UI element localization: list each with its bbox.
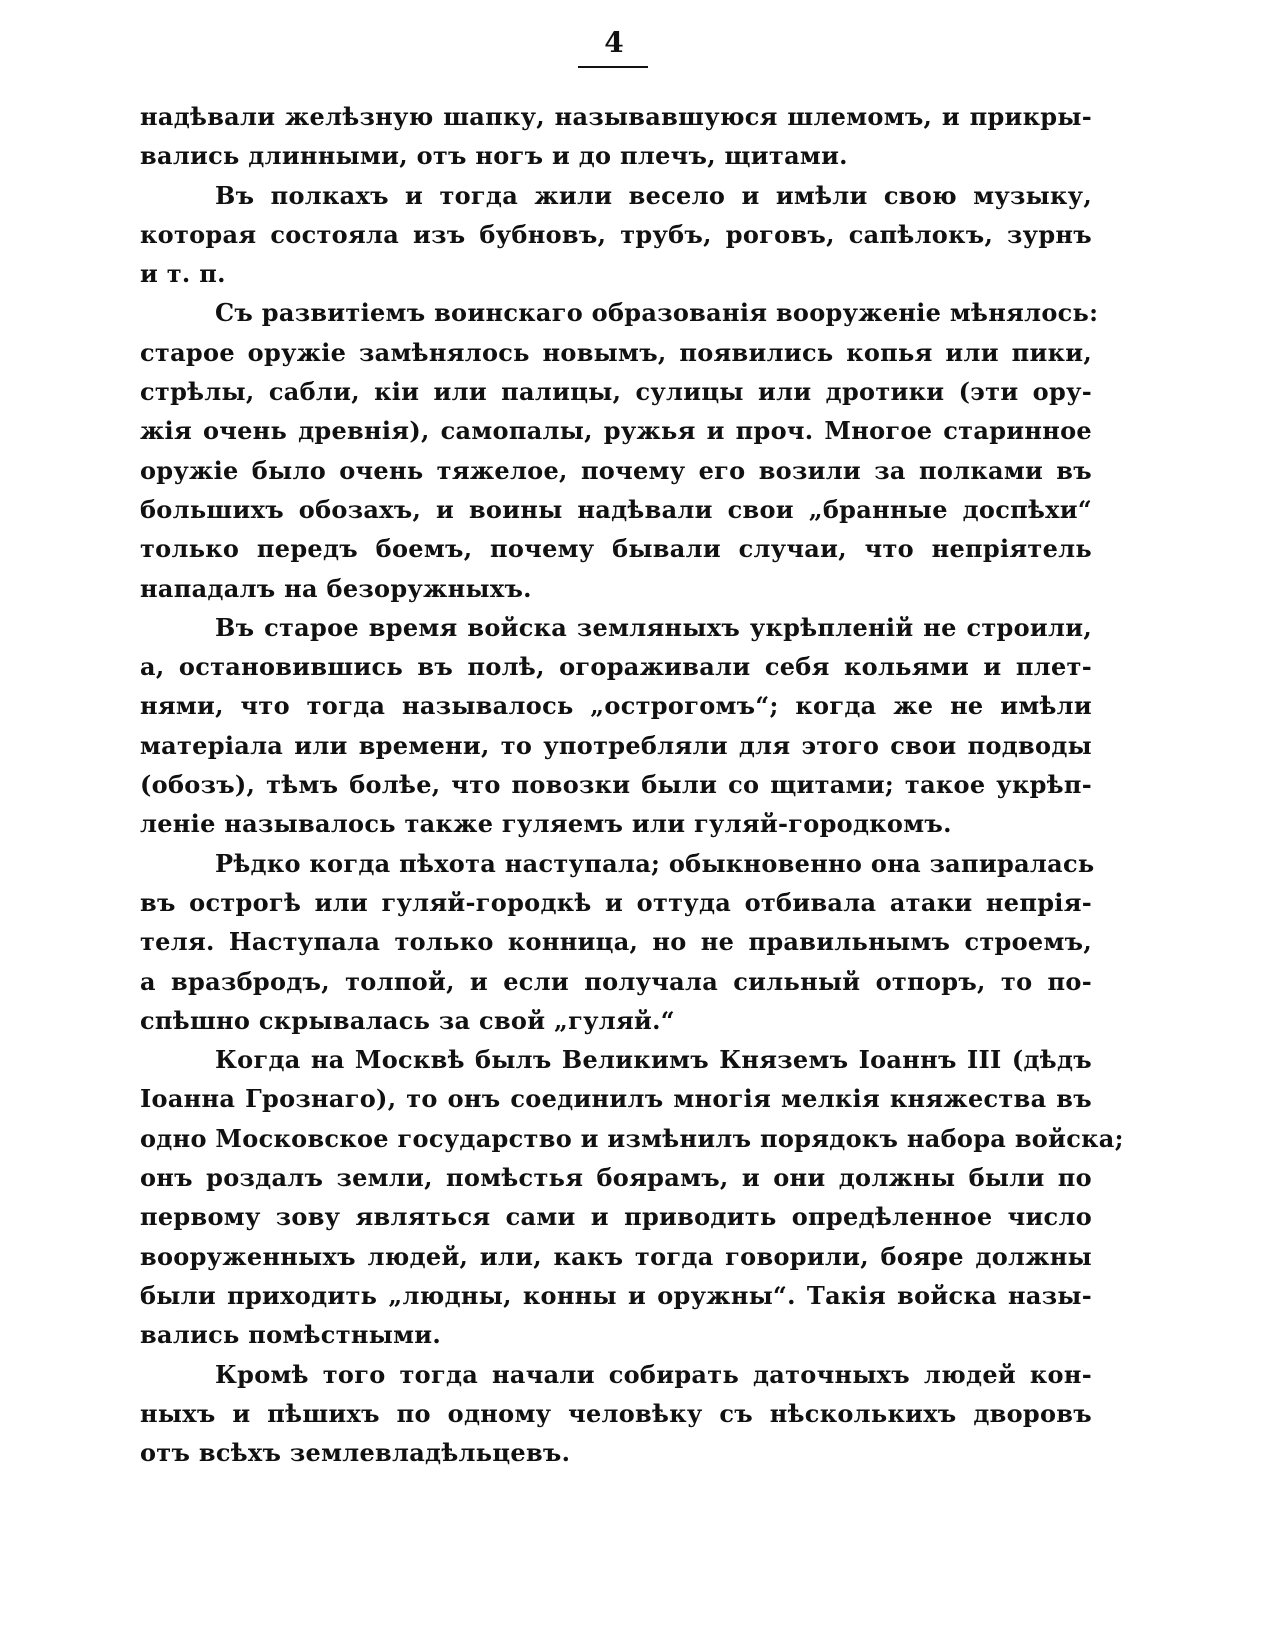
text-line: вались помѣстными. <box>140 1320 442 1350</box>
paragraph <box>140 608 1092 844</box>
text-line: матеріала или времени, то употребляли для этого свои подводы <box>140 730 1092 760</box>
text-line: вались длинными, отъ ногъ и до плечъ, щитами. <box>140 141 848 171</box>
text-line: Въ старое время войска земляныхъ укрѣпленій не строили, <box>215 612 1092 642</box>
text-line: были приходить „людны, конны и оружны“. Такія войска назы- <box>140 1280 1092 1310</box>
text-line: большихъ обозахъ, и воины надѣвали свои „бранные доспѣхи“ <box>140 494 1092 524</box>
text-line: Рѣдко когда пѣхота наступала; обыкновенно она запиралась <box>215 848 1095 878</box>
text-line: (обозъ), тѣмъ болѣе, что повозки были со щитами; такое укрѣп- <box>140 770 1092 800</box>
text-line: нападалъ на безоружныхъ. <box>140 573 532 603</box>
text-line: которая состояла изъ бубновъ, трубъ, роговъ, сапѣлокъ, зурнъ <box>140 219 1092 249</box>
paragraph <box>140 97 1092 176</box>
paragraph <box>140 844 1095 1040</box>
text-line: стрѣлы, сабли, кіи или палицы, сулицы или дротики (эти ору- <box>140 377 1092 407</box>
paragraph <box>140 176 1092 294</box>
page-number: 4 <box>604 26 624 59</box>
text-line: Іоанна Грознаго), то онъ соединилъ многія мелкія княжества въ <box>140 1084 1092 1114</box>
text-line: спѣшно скрывалась за свой „гуляй.“ <box>140 1005 675 1035</box>
text-line: леніе называлось также гуляемъ или гуляй-городкомъ. <box>140 809 952 839</box>
text-line: и т. п. <box>140 259 226 289</box>
text-line: въ острогѣ или гуляй-городкѣ и оттуда отбивала атаки непрія- <box>140 887 1092 917</box>
page-number-rule <box>578 66 648 68</box>
body-text <box>140 97 1124 1472</box>
text-line: а, остановившись въ полѣ, огораживали себя кольями и плет- <box>140 652 1092 682</box>
text-line: нями, что тогда называлось „острогомъ“; когда же не имѣли <box>140 691 1092 721</box>
paragraph <box>140 1040 1124 1354</box>
text-line: первому зову являться сами и приводить опредѣленное число <box>140 1202 1092 1232</box>
text-line: ныхъ и пѣшихъ по одному человѣку съ нѣсколькихъ дворовъ <box>140 1398 1092 1428</box>
text-line: теля. Наступала только конница, но не правильнымъ строемъ, <box>140 927 1092 957</box>
paragraph <box>140 293 1099 607</box>
text-line: Съ развитіемъ воинскаго образованія вооруженіе мѣнялось: <box>215 298 1099 328</box>
text-line: Когда на Москвѣ былъ Великимъ Княземъ Іоаннъ III (дѣдъ <box>215 1045 1092 1075</box>
text-line: а вразбродъ, толпой, и если получала сильный отпоръ, то по- <box>140 966 1092 996</box>
paragraph <box>140 1355 1092 1473</box>
text-line: старое оружіе замѣнялось новымъ, появились копья или пики, <box>140 337 1092 367</box>
text-line: Въ полкахъ и тогда жили весело и имѣли свою музыку, <box>215 180 1092 210</box>
text-line: надѣвали желѣзную шапку, называвшуюся шлемомъ, и прикры- <box>140 102 1092 131</box>
text-line: жія очень древнія), самопалы, ружья и проч. Многое старинное <box>140 416 1092 446</box>
text-line: одно Московское государство и измѣнилъ порядокъ набора войска; <box>140 1123 1124 1153</box>
text-line: оружіе было очень тяжелое, почему его возили за полками въ <box>140 455 1092 485</box>
text-line: только передъ боемъ, почему бывали случаи, что непріятель <box>140 534 1092 564</box>
text-line: отъ всѣхъ землевладѣльцевъ. <box>140 1438 571 1468</box>
text-line: онъ роздалъ земли, помѣстья боярамъ, и они должны были по <box>140 1163 1092 1193</box>
text-line: вооруженныхъ людей, или, какъ тогда говорили, бояре должны <box>140 1241 1092 1271</box>
text-line: Кромѣ того тогда начали собирать даточныхъ людей кон- <box>215 1359 1092 1389</box>
